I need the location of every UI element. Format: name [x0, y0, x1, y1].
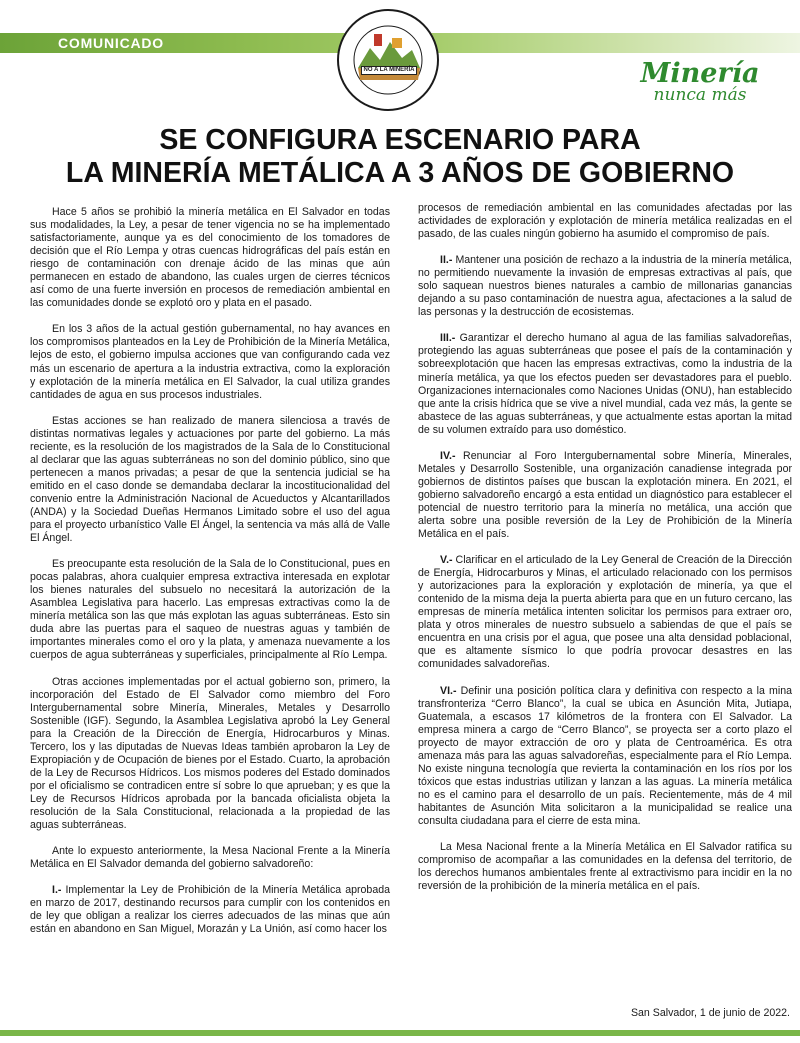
demand-text: Clarificar en el articulado de la Ley General de Creación de la Dirección de Energía, Hidrocarburos y Minas, el articulado relacionado con los permisos y autorizaciones para la exploración y explotación de minería, ya que el contenido de la misma deja la puerta abierta para que en un futuro cercano, las empresas de minería metálica intenten solicitar los permisos para extraer oro, plata y otros minerales de nuestro subsuelo a sabiendas de que el país se encuentra en una crisis por el agua, que posee una alta densidad poblacional, que es altamente sísmico lo que podría provocar desastres en las comunidades salvadoreñas. [418, 554, 792, 671]
demand-item [418, 332, 792, 436]
demand-item [418, 685, 792, 829]
paragraph: Es preocupante esta resolución de la Sala de lo Constitucional, pues en pocas palabras, ahora cualquier empresa extractiva interesada en explotar los bienes naturales del subsuelo no necesitará la autorización de la Asamblea Legislativa para hacerlo. Las empresas extractivas como la de minería metálica son las que más explotan las aguas subterráneas. Esto sin duda abre las puertas para el saqueo de nuestras aguas y también de importantes minerales como el oro y la plata, y amenaza nuevamente a los cuerpos de agua subterráneas y superficiales, principalmente al Río Lempa. [30, 558, 390, 662]
title-line-1: SE CONFIGURA ESCENARIO PARA [159, 124, 641, 156]
demand-item [418, 254, 792, 319]
seal-inner-text: NO A LA MINERÍA [361, 66, 417, 75]
brand-line-2: nunca más [653, 85, 747, 105]
closing-paragraph: La Mesa Nacional frente a la Minería Metálica en El Salvador ratifica su compromiso de acompañar a las comunidades en la defensa del territorio, de los derechos humanos ambientales frente al extractivismo para incidir en la no reversión de la prohibición de la minería metálica en el país. [418, 841, 792, 893]
demand-number: III.- [440, 332, 456, 345]
demand-item [418, 554, 792, 671]
demand-text: Garantizar el derecho humano al agua de las familias salvadoreñas, protegiendo las aguas subterráneas que posee el país de la contaminación y sobreexplotación que hacen las empresas extractivas, como la industria de la minería metálica, ya que los efectos pueden ser devastadores para el pueblo. Organizaciones internacionales como Naciones Unidas (ONU), han establecido que ante la crisis hídrica que se vive a nivel mundial, cada vez más, la gente se abastece de las aguas subterráneas, y que actualmente estas aportan la mitad de su volumen extraído para uso doméstico. [418, 332, 792, 436]
paragraph: procesos de remediación ambiental en las comunidades afectadas por las actividades de exploración y explotación de minería metálica realizadas en el pasado, de las cuales ningún gobierno ha asumido el compromiso de país. [418, 202, 792, 241]
demand-item [418, 450, 792, 541]
brand-line-1: Minería [640, 58, 760, 89]
demand-text: Implementar la Ley de Prohibición de la Minería Metálica aprobada en marzo de 2017, destinando recursos para cumplir con los contenidos en de ley que obligan a realizar los cierres adecuados de las minas que aún están en abandono en San Miguel, Morazán y La Unión, así como hacer los [30, 884, 390, 936]
demand-text: Definir una posición política clara y definitiva con respecto a la mina transfronteriza “Cerro Blanco”, la cual se ubica en Asunción Mita, Jutiapa, Guatemala, a escasos 17 kilómetros de la frontera con El Salvador. La empresa minera a cargo de “Cerro Blanco”, se proyecta ser a corto plazo el proyecto de mayor extracción de oro y plata de Centroamérica. Es otra amenaza más para las aguas salvadoreñas, especialmente para el Río Lempa. No existe ninguna tecnología que revierta la contaminación en los ríos por los tóxicos que estas industrias utilizan y lanzan a las aguas. La minería metálica no es el camino para el desarrollo de un país. Recientemente, más de 4 mil habitantes de Asunción Mita solicitaron a la municipalidad se realice una consulta ciudadana para el cierre de esta mina. [418, 684, 792, 827]
demand-number: II.- [440, 254, 453, 267]
footer-band [0, 1030, 800, 1036]
left-column [30, 206, 390, 949]
demand-number: IV.- [440, 449, 456, 462]
demand-text: Mantener una posición de rechazo a la industria de la minería metálica, no permitiendo nuevamente la invasión de empresas extractivas al país, que solo saquean nuestros bienes naturales a cambio de millonarias ganancias dejando a su paso contaminación de nuestra agua, afectaciones a la salud de las personas y la destrucción de ecosistemas. [418, 254, 792, 319]
demand-number: I.- [52, 884, 62, 897]
demand-item [30, 884, 390, 936]
paragraph: Otras acciones implementadas por el actual gobierno son, primero, la incorporación del Estado de El Salvador como miembro del Foro Intergubernamental sobre Minería, Minerales, Metales y Desarrollo Sostenible (IGF). Segundo, la Asamblea Legislativa aprobó la Ley General para la Creación de la Dirección de Energía, Hidrocarburos y Minas. Tercero, los y las diputadas de Nuevas Ideas también aprobaron la Ley de Expropiación y de Ocupación de bienes por el Estado. Cuarto, la aprobación de la Ley de Recursos Hídricos. Los mismos poderes del Estado dominados por el oficialismo se contradicen entre sí sobre lo que aprueban; y es que la Ley de Recursos Hídricos aprobada por la bancada oficialista objeta la resolución de la Sala Constitucional, relacionada a la propiedad de las aguas subterráneas. [30, 675, 390, 832]
paragraph: Estas acciones se han realizado de manera silenciosa a través de distintas normativas legales y actuaciones por parte del gobierno. La más reciente, es la resolución de los magistrados de la Sala de lo Constitucional al declarar que las aguas subterráneas no son del dominio público, sino que pertenecen a manos privadas; a pesar de que la sentencia judicial se ha emitido en el caso donde se demandaba declarar la incostitucionalidad del convenio entre la Administración Nacional de Acueductos y Alcantarillados (ANDA) y la Sociedad Dueñas Hermanos Limitado sobre el uso del agua para el proyecto urbanístico Valle El Ángel, la sentencia va más allá de Valle El Ángel. [30, 414, 390, 545]
seal-logo [336, 8, 440, 112]
demand-number: VI.- [440, 684, 457, 697]
right-column [418, 202, 792, 906]
brand-logo [630, 60, 770, 104]
paragraph: En los 3 años de la actual gestión gubernamental, no hay avances en los compromisos planteados en la Ley de Prohibición de la Minería Metálica, lejos de esto, el gobierno impulsa acciones que van configurando cada vez más un escenario de apertura a la industria extractiva, como la exploración y explotación de la minería metálica en El Salvador, la cual utiliza grandes cantidades de agua en sus procesos industriales. [30, 323, 390, 401]
signature-date: San Salvador, 1 de junio de 2022. [630, 1007, 790, 1019]
paragraph: Hace 5 años se prohibió la minería metálica en El Salvador en todas sus modalidades, la Ley, a pesar de tener vigencia no se ha implementado satisfactoriamente, aunque ya es del conocimiento de los tomadores de decisión que el Río Lempa y otras cuencas hidrográficas del país están en riesgo de contaminación con drenaje ácido de las minas que aún permanecen en estado de abandono, las cuales urgen de cierres técnicos así como de una fuerte inversión en procesos de remediación ambiental en las comunidades donde se explotó oro y plata en el pasado. [30, 206, 390, 310]
demand-number: V.- [440, 554, 453, 567]
paragraph: Ante lo expuesto anteriormente, la Mesa Nacional Frente a la Minería Metálica en El Salvador demanda del gobierno salvadoreño: [30, 845, 390, 871]
page-title [20, 124, 780, 190]
comunicado-label: COMUNICADO [58, 35, 164, 51]
title-line-2: LA MINERÍA METÁLICA A 3 AÑOS DE GOBIERNO [65, 157, 735, 189]
demand-text: Renunciar al Foro Intergubernamental sobre Minería, Minerales, Metales y Desarrollo Sostenible, una organización canadiense integrada por gobiernos de distintos países que buscan la explotación minera. En 2021, el gobierno salvadoreño encargó a esta entidad un diagnóstico para establecer el potencial de nuestro territorio para la minería no metálica, una acción que alerta sobre una posible reversión de la Ley de Prohibición de la Minería Metálica en el país. [418, 449, 792, 541]
